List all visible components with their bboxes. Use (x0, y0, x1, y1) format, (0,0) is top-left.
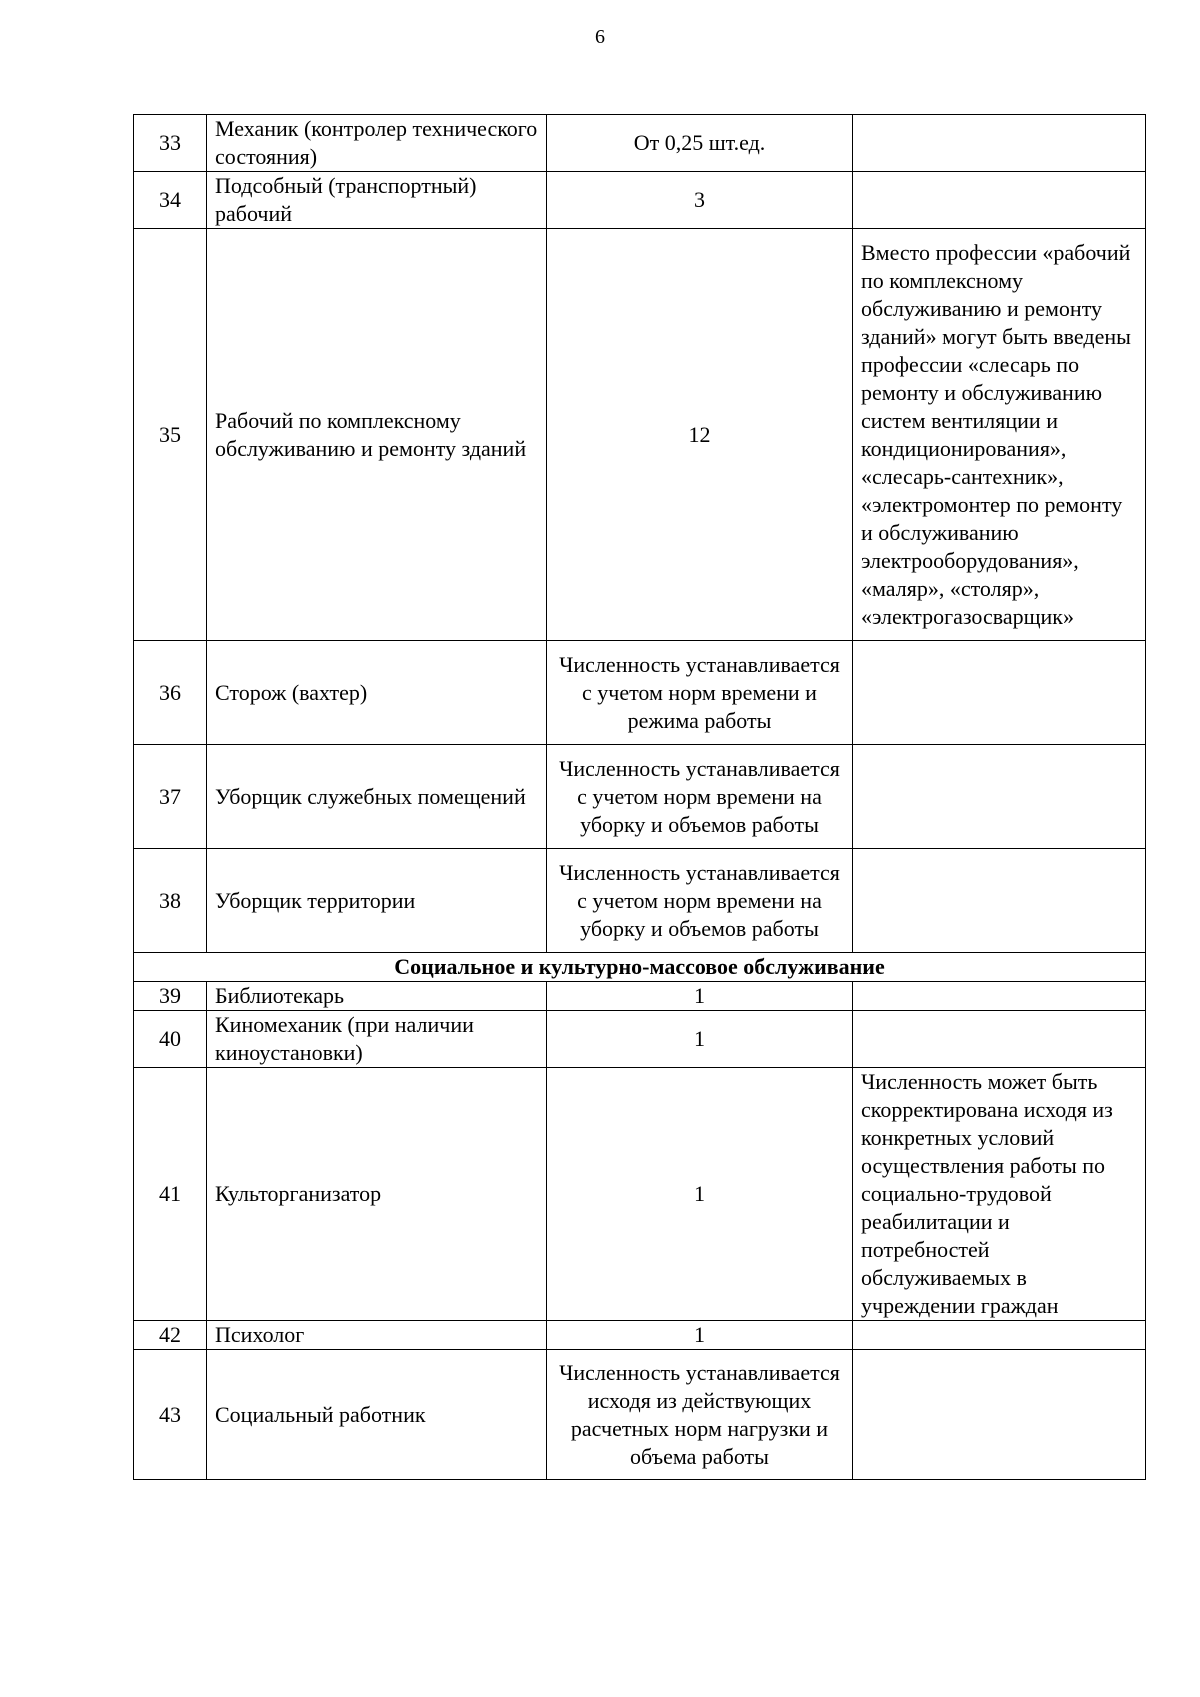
position-name: Культорганизатор (207, 1068, 547, 1321)
position-name: Подсобный (транспортный) рабочий (207, 172, 547, 229)
position-name: Уборщик территории (207, 849, 547, 953)
table-row (134, 229, 1146, 641)
position-name: Сторож (вахтер) (207, 641, 547, 745)
staff-quantity: 3 (547, 172, 853, 229)
row-note (853, 745, 1146, 849)
row-note (853, 982, 1146, 1011)
position-name: Социальный работник (207, 1350, 547, 1480)
position-name: Уборщик служебных помещений (207, 745, 547, 849)
table-body-before-section (134, 115, 1146, 953)
row-number: 34 (134, 172, 207, 229)
section-header-row (134, 953, 1146, 982)
section-title: Социальное и культурно-массовое обслуживание (134, 953, 1146, 982)
table-row (134, 641, 1146, 745)
row-number: 42 (134, 1321, 207, 1350)
position-name: Рабочий по комплексному обслуживанию и ремонту зданий (207, 229, 547, 641)
row-note (853, 641, 1146, 745)
table-row (134, 1321, 1146, 1350)
row-note: Численность может быть скорректирована исходя из конкретных условий осуществления работы по социально-трудовой реабилитации и потребностей обслуживаемых в учреждении граждан (853, 1068, 1146, 1321)
row-note (853, 1011, 1146, 1068)
staff-quantity: 1 (547, 1068, 853, 1321)
row-number: 35 (134, 229, 207, 641)
position-name: Механик (контролер технического состояния) (207, 115, 547, 172)
position-name: Киномеханик (при наличии киноустановки) (207, 1011, 547, 1068)
table-row (134, 849, 1146, 953)
row-note: Вместо профессии «рабочий по комплексному обслуживанию и ремонту зданий» могут быть введены профессии «слесарь по ремонту и обслуживанию систем вентиляции и кондиционирования», «слесарь-сантехник», «электромонтер по ремонту и обслуживанию электрооборудования», «маляр», «столяр», «электрогазосварщик» (853, 229, 1146, 641)
row-number: 38 (134, 849, 207, 953)
table-row (134, 172, 1146, 229)
staff-quantity: Численность устанавливается с учетом норм времени на уборку и объемов работы (547, 745, 853, 849)
position-name: Библиотекарь (207, 982, 547, 1011)
page-number: 6 (595, 26, 605, 48)
row-number: 33 (134, 115, 207, 172)
staff-quantity: Численность устанавливается с учетом норм времени и режима работы (547, 641, 853, 745)
table-row (134, 1068, 1146, 1321)
table-row (134, 1350, 1146, 1480)
staff-quantity: От 0,25 шт.ед. (547, 115, 853, 172)
row-number: 41 (134, 1068, 207, 1321)
row-number: 43 (134, 1350, 207, 1480)
row-number: 37 (134, 745, 207, 849)
row-note (853, 849, 1146, 953)
staff-quantity: 12 (547, 229, 853, 641)
staff-quantity: Численность устанавливается исходя из действующих расчетных норм нагрузки и объема работы (547, 1350, 853, 1480)
table-section (134, 953, 1146, 982)
staff-quantity: 1 (547, 1321, 853, 1350)
table-row (134, 982, 1146, 1011)
table-body-after-section (134, 982, 1146, 1480)
row-note (853, 1321, 1146, 1350)
staff-quantity: 1 (547, 1011, 853, 1068)
row-number: 40 (134, 1011, 207, 1068)
table-row (134, 1011, 1146, 1068)
row-number: 39 (134, 982, 207, 1011)
row-note (853, 1350, 1146, 1480)
row-note (853, 115, 1146, 172)
staff-quantity: 1 (547, 982, 853, 1011)
table-row (134, 115, 1146, 172)
row-number: 36 (134, 641, 207, 745)
staffing-table (133, 114, 1146, 1480)
row-note (853, 172, 1146, 229)
staff-quantity: Численность устанавливается с учетом норм времени на уборку и объемов работы (547, 849, 853, 953)
table-row (134, 745, 1146, 849)
position-name: Психолог (207, 1321, 547, 1350)
